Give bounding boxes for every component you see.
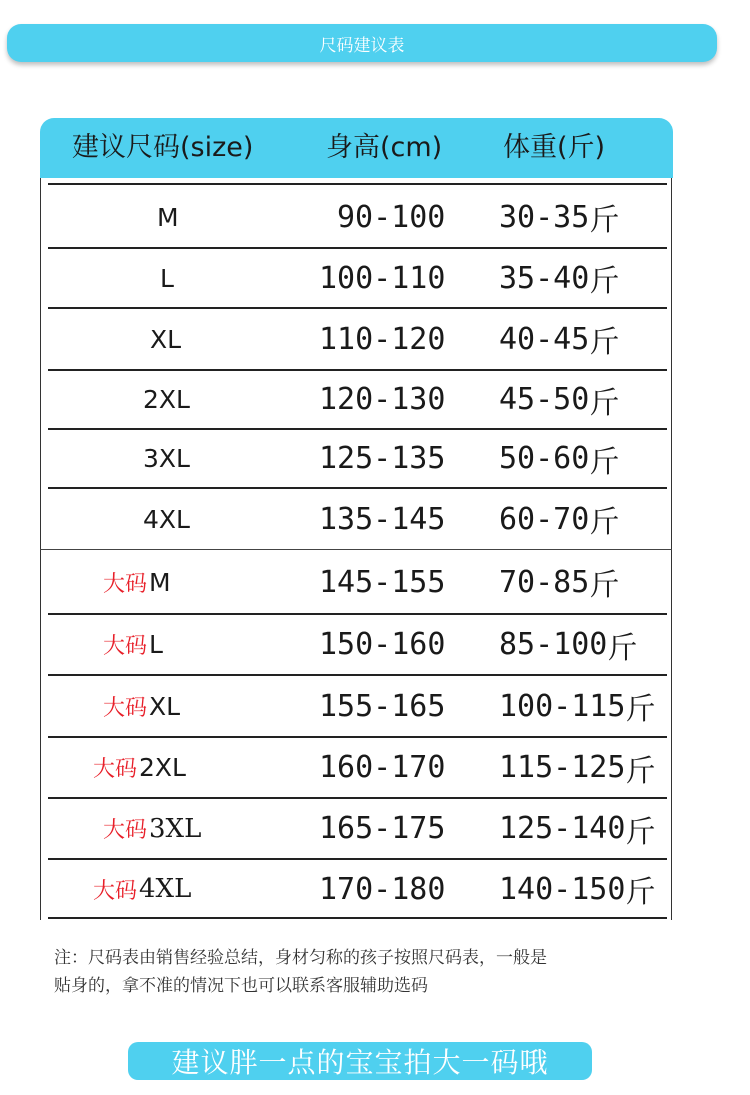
size-value: M — [149, 567, 171, 597]
weight-cell — [499, 676, 655, 736]
table-row — [0, 860, 750, 918]
size-value: L — [160, 263, 174, 293]
weight-unit: 斤 — [589, 444, 620, 480]
table-header — [40, 118, 673, 178]
table-row — [0, 615, 750, 674]
height-cell: 165-175 — [319, 811, 446, 846]
size-value: 3XL — [149, 813, 202, 844]
size-cell — [143, 371, 190, 428]
large-size-label: 大码 — [93, 757, 138, 782]
note-line-2: 贴身的，拿不准的情况下也可以联系客服辅助选码 — [54, 976, 428, 996]
weight-unit: 斤 — [589, 568, 620, 603]
weight-value: 35-40 — [499, 260, 590, 296]
size-cell — [93, 738, 186, 797]
header-weight: 体重(斤) — [503, 132, 606, 163]
height-cell: 135-145 — [319, 501, 446, 537]
weight-value: 140-150 — [499, 871, 626, 907]
note-line-1: 注：尺码表由销售经验总结，身材匀称的孩子按照尺码表，一般是 — [54, 948, 547, 968]
large-size-label: 大码 — [93, 878, 138, 904]
table-row — [0, 309, 750, 369]
weight-cell — [499, 860, 655, 918]
table-row — [0, 186, 750, 248]
section-divider — [40, 549, 672, 550]
weight-cell — [499, 489, 619, 549]
height-cell: 100-110 — [319, 260, 446, 296]
size-cell — [103, 799, 201, 858]
size-cell — [93, 860, 191, 918]
weight-cell — [499, 738, 655, 797]
height-cell: 150-160 — [319, 627, 446, 662]
table-row — [0, 738, 750, 797]
note-text — [54, 944, 694, 1000]
weight-unit: 斤 — [589, 505, 620, 540]
weight-unit: 斤 — [625, 875, 656, 910]
height-cell: 110-120 — [319, 321, 446, 357]
weight-value: 85-100 — [499, 627, 608, 662]
table-row — [0, 676, 750, 736]
height-cell: 145-155 — [319, 564, 446, 600]
size-value: M — [157, 202, 179, 232]
size-value: 4XL — [139, 874, 192, 904]
size-cell — [160, 249, 174, 307]
large-size-label: 大码 — [103, 571, 148, 597]
height-cell: 120-130 — [319, 382, 446, 417]
header-size: 建议尺码(size) — [72, 132, 254, 163]
large-size-label: 大码 — [103, 818, 148, 843]
large-size-label: 大码 — [103, 634, 148, 659]
size-value: 2XL — [143, 385, 190, 414]
weight-value: 45-50 — [499, 382, 590, 417]
size-cell — [150, 309, 181, 369]
table-row — [0, 371, 750, 428]
size-cell — [143, 489, 190, 549]
weight-cell — [499, 309, 619, 369]
title-banner — [7, 24, 717, 62]
size-cell — [157, 186, 179, 248]
height-cell: 160-170 — [319, 750, 446, 785]
size-cell — [143, 430, 190, 487]
height-cell: 155-165 — [319, 688, 446, 724]
weight-cell — [499, 551, 619, 613]
weight-unit: 斤 — [589, 264, 620, 299]
weight-unit: 斤 — [625, 692, 656, 727]
weight-value: 30-35 — [499, 199, 590, 235]
size-cell — [103, 551, 171, 613]
height-cell: 170-180 — [319, 871, 446, 907]
header-height: 身高(cm) — [326, 132, 443, 163]
weight-value: 70-85 — [499, 564, 590, 600]
height-cell: 90-100 — [337, 199, 446, 235]
header-divider — [48, 183, 667, 185]
size-value: 3XL — [143, 444, 190, 473]
weight-unit: 斤 — [589, 325, 620, 360]
weight-value: 40-45 — [499, 321, 590, 357]
weight-cell — [499, 186, 619, 248]
table-row — [0, 799, 750, 858]
size-cell — [103, 615, 163, 674]
table-row — [0, 489, 750, 549]
weight-cell — [499, 249, 619, 307]
weight-unit: 斤 — [589, 385, 620, 421]
weight-cell — [499, 615, 637, 674]
weight-value: 115-125 — [499, 750, 626, 785]
tip-text: 建议胖一点的宝宝拍大一码哦 — [171, 1046, 549, 1079]
weight-value: 100-115 — [499, 688, 626, 724]
weight-unit: 斤 — [589, 203, 620, 238]
banner-title: 尺码建议表 — [319, 35, 405, 56]
weight-unit: 斤 — [607, 630, 638, 666]
weight-unit: 斤 — [625, 814, 656, 850]
size-value: 2XL — [139, 753, 186, 782]
weight-value: 60-70 — [499, 501, 590, 537]
weight-cell — [499, 799, 655, 858]
weight-cell — [499, 371, 619, 428]
weight-value: 125-140 — [499, 811, 626, 846]
table-row — [0, 249, 750, 307]
tip-banner — [128, 1042, 592, 1080]
weight-unit: 斤 — [625, 753, 656, 789]
size-value: XL — [150, 324, 182, 354]
large-size-label: 大码 — [103, 695, 148, 721]
weight-value: 50-60 — [499, 441, 590, 476]
height-cell: 125-135 — [319, 441, 446, 476]
size-value: 4XL — [143, 504, 190, 534]
weight-cell — [499, 430, 619, 487]
table-row — [0, 430, 750, 487]
size-value: XL — [149, 691, 181, 721]
table-row — [0, 551, 750, 613]
size-value: L — [149, 630, 163, 659]
size-cell — [103, 676, 180, 736]
